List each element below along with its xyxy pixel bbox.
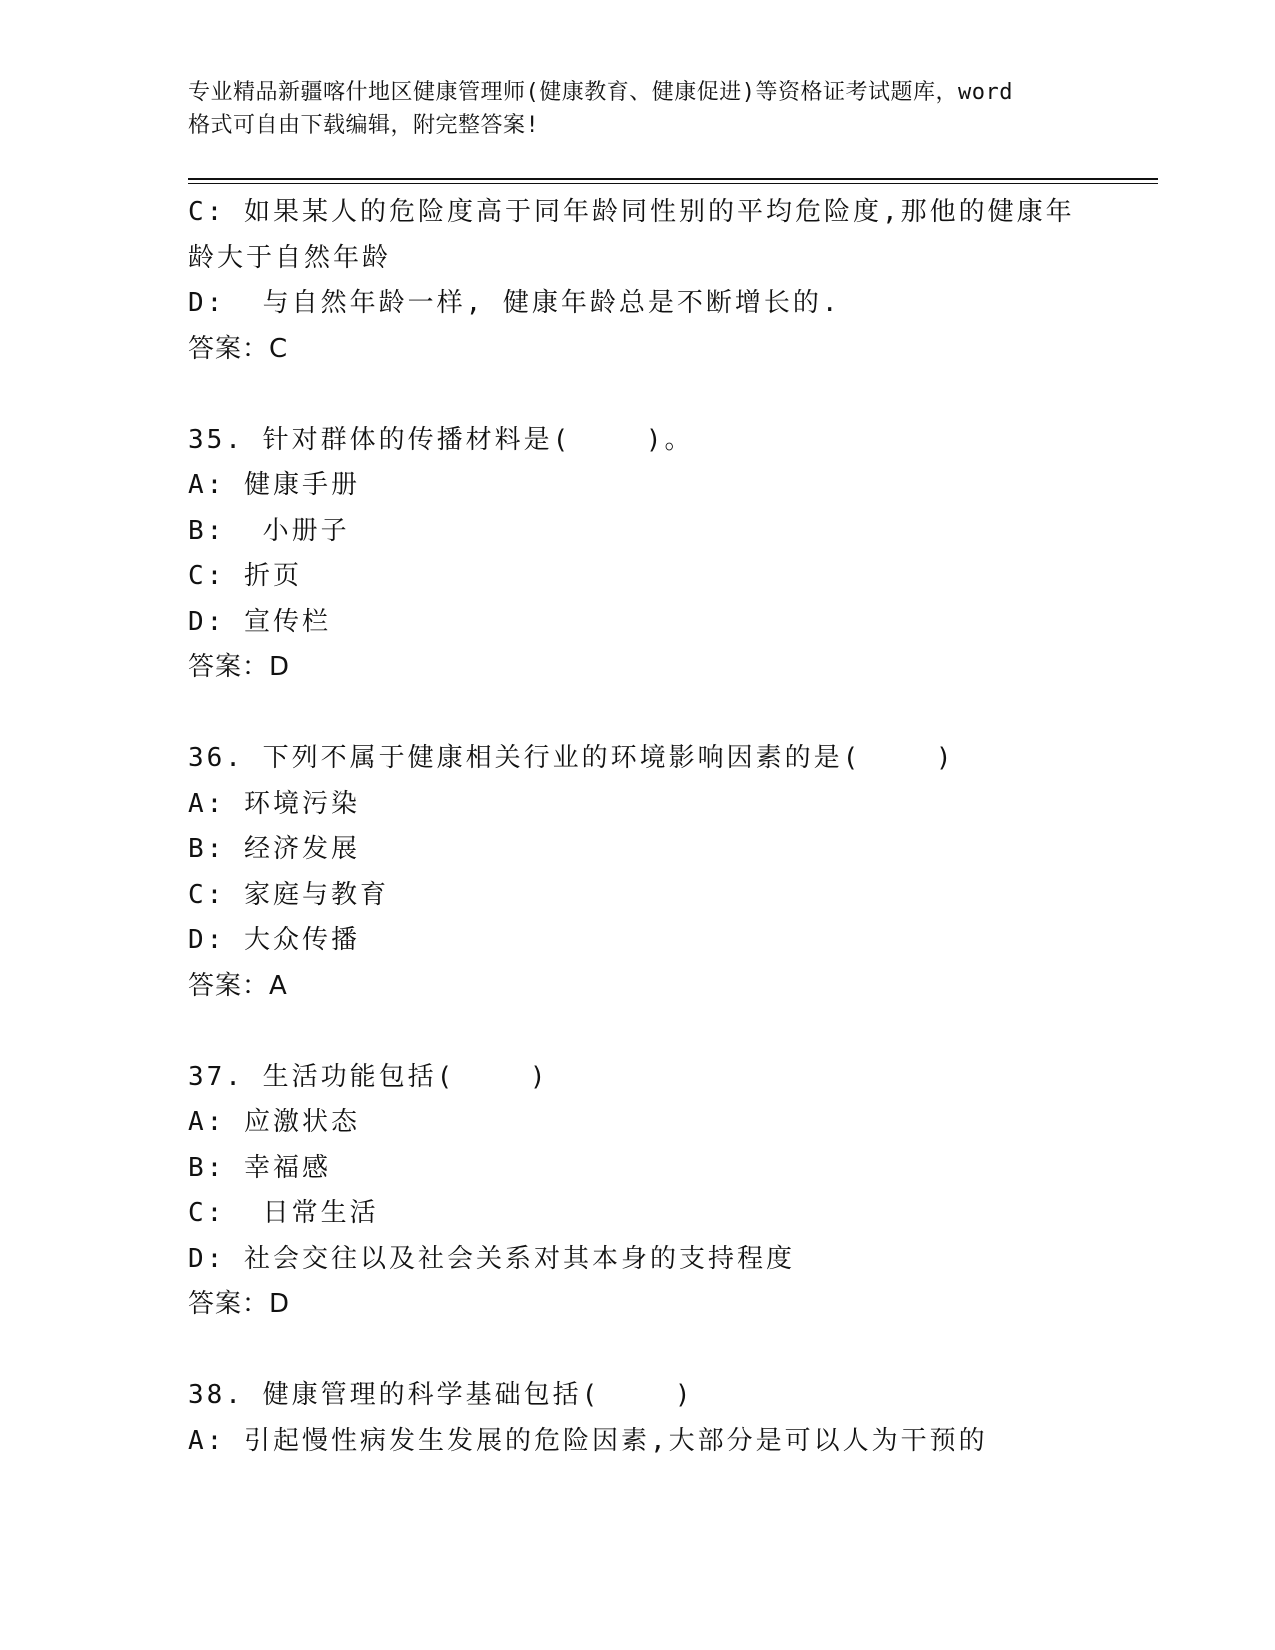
option-line: A: 引起慢性病发生发展的危险因素,大部分是可以人为干预的 — [188, 1425, 988, 1456]
question-content — [188, 190, 1108, 1464]
option-line: 龄大于自然年龄 — [188, 242, 392, 273]
question-stem: 38. 健康管理的科学基础包括( ) — [188, 1380, 694, 1410]
answer-line — [188, 1282, 1108, 1328]
option-line: A: 健康手册 — [188, 470, 360, 500]
answer-label: 答案： — [188, 652, 270, 682]
option-line: C: 如果某人的危险度高于同年龄同性别的平均危险度,那他的健康年 — [188, 197, 1075, 227]
question-block — [188, 1055, 1108, 1328]
answer-value: D — [269, 1289, 291, 1319]
question-stem: 37. 生活功能包括( ) — [188, 1061, 549, 1092]
question-block — [188, 1373, 1108, 1464]
option-line: D: 宣传栏 — [188, 606, 331, 637]
header-line-1: 专业精品新疆喀什地区健康管理师(健康教育、健康促进)等资格证考试题库，word — [188, 80, 1013, 105]
answer-value: D — [269, 652, 291, 682]
question-block — [188, 418, 1108, 691]
option-line: D: 与自然年龄一样, 健康年龄总是不断增长的. — [188, 288, 841, 318]
option-line: A: 应激状态 — [188, 1107, 360, 1137]
header-line-2: 格式可自由下载编辑，附完整答案! — [188, 113, 540, 138]
answer-label: 答案： — [188, 333, 270, 364]
continued-question — [188, 190, 1108, 372]
answer-label: 答案： — [188, 970, 270, 1001]
question-block — [188, 736, 1108, 1009]
answer-value: A — [269, 970, 288, 1001]
option-line: D: 大众传播 — [188, 925, 360, 955]
option-line: B: 小册子 — [188, 515, 350, 546]
header-rule-thin — [188, 183, 1158, 184]
answer-label: 答案： — [188, 1289, 270, 1319]
question-stem: 36. 下列不属于健康相关行业的环境影响因素的是( ) — [188, 743, 955, 773]
answer-line — [188, 327, 1108, 373]
option-line: C: 折页 — [188, 561, 302, 591]
answer-line — [188, 645, 1108, 691]
answer-value: C — [269, 333, 289, 364]
option-line: B: 幸福感 — [188, 1152, 331, 1183]
option-line: B: 经济发展 — [188, 834, 360, 864]
question-stem: 35. 针对群体的传播材料是( )。 — [188, 424, 694, 455]
option-line: A: 环境污染 — [188, 788, 360, 819]
option-line: C: 日常生活 — [188, 1198, 379, 1228]
option-line: C: 家庭与教育 — [188, 879, 389, 910]
header-rule-thick — [188, 178, 1158, 180]
page-header — [188, 76, 1088, 142]
answer-line — [188, 964, 1108, 1010]
option-line: D: 社会交往以及社会关系对其本身的支持程度 — [188, 1243, 795, 1274]
